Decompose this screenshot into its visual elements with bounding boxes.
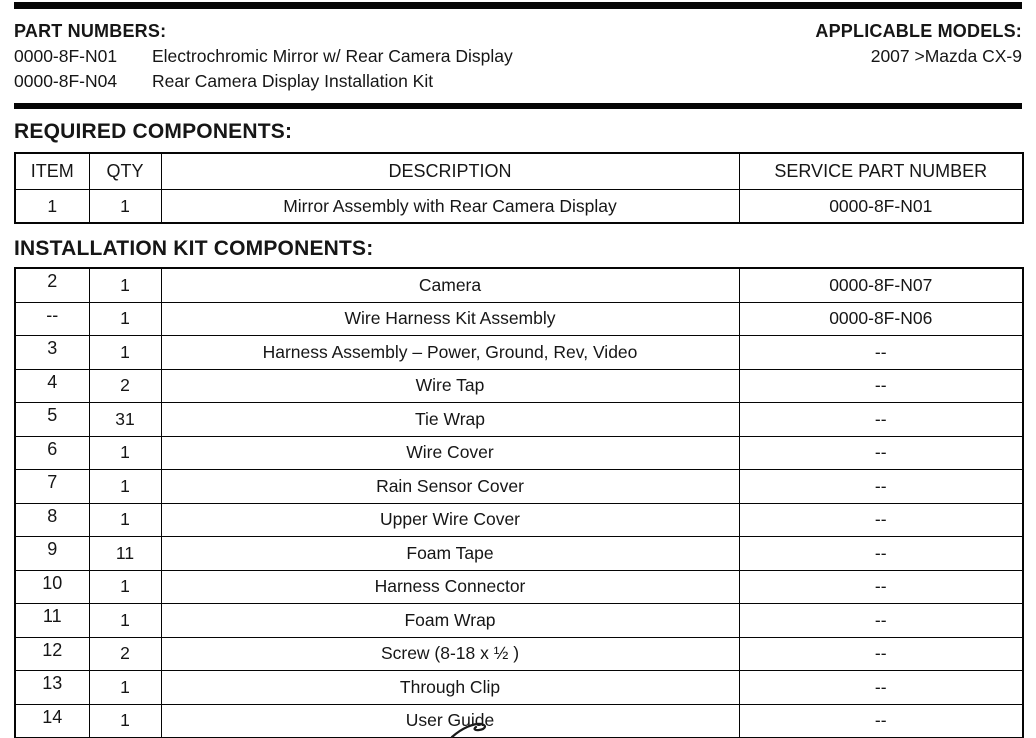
applicable-models-label: APPLICABLE MODELS: (815, 21, 1022, 41)
table-cell: 11 (89, 537, 161, 571)
part-number-description: Electrochromic Mirror w/ Rear Camera Display (152, 46, 513, 66)
part-number-line (14, 44, 513, 69)
table-cell: Foam Tape (161, 537, 739, 571)
table-cell: 10 (15, 570, 89, 604)
table-cell: Upper Wire Cover (161, 503, 739, 537)
table-cell: 0000-8F-N06 (739, 302, 1023, 336)
table-row (15, 671, 1023, 705)
table-cell: 8 (15, 503, 89, 537)
table-cell: -- (739, 604, 1023, 638)
table-cell: Mirror Assembly with Rear Camera Display (161, 190, 739, 224)
table-cell: 1 (89, 503, 161, 537)
table-cell: -- (739, 671, 1023, 705)
table-cell: 1 (89, 604, 161, 638)
table-cell: User Guide (161, 704, 739, 738)
table-cell: -- (739, 570, 1023, 604)
table-cell: -- (739, 503, 1023, 537)
table-cell: 31 (89, 403, 161, 437)
table-row (15, 503, 1023, 537)
table-cell: Harness Connector (161, 570, 739, 604)
installation-kit-table (14, 267, 1024, 738)
table-cell: 11 (15, 604, 89, 638)
table-cell: -- (739, 537, 1023, 571)
table-cell: 1 (15, 190, 89, 224)
table-cell: 1 (89, 570, 161, 604)
table-cell: -- (739, 470, 1023, 504)
part-numbers-label: PART NUMBERS: (14, 21, 167, 41)
column-header-description: DESCRIPTION (161, 153, 739, 190)
table-cell: 2 (89, 637, 161, 671)
table-cell: -- (739, 436, 1023, 470)
handwritten-squiggle-mark (450, 722, 500, 738)
column-header-qty: QTY (89, 153, 161, 190)
installation-kit-heading: INSTALLATION KIT COMPONENTS: (14, 237, 374, 260)
table-cell: Wire Cover (161, 436, 739, 470)
table-row (15, 704, 1023, 738)
table-row (15, 570, 1023, 604)
table-cell: Through Clip (161, 671, 739, 705)
table-row (15, 403, 1023, 437)
table-cell: 0000-8F-N01 (739, 190, 1023, 224)
table-row (15, 537, 1023, 571)
table-cell: 13 (15, 671, 89, 705)
required-components-heading: REQUIRED COMPONENTS: (14, 120, 293, 143)
top-rule (14, 2, 1022, 9)
table-cell: 1 (89, 436, 161, 470)
table-cell: 3 (15, 336, 89, 370)
table-cell: -- (15, 302, 89, 336)
table-cell: 6 (15, 436, 89, 470)
table-cell: 2 (15, 268, 89, 302)
part-number-description: Rear Camera Display Installation Kit (152, 71, 434, 91)
table-cell: -- (739, 336, 1023, 370)
table-row (15, 302, 1023, 336)
table-cell: Foam Wrap (161, 604, 739, 638)
applicable-models-value: 2007 >Mazda CX-9 (870, 46, 1022, 66)
table-cell: 14 (15, 704, 89, 738)
table-cell: 1 (89, 302, 161, 336)
table-cell: 1 (89, 190, 161, 224)
table-cell: 2 (89, 369, 161, 403)
header-divider-rule (14, 103, 1022, 109)
table-row (15, 436, 1023, 470)
table-cell: Harness Assembly – Power, Ground, Rev, Video (161, 336, 739, 370)
table-cell: Wire Tap (161, 369, 739, 403)
table-cell: -- (739, 369, 1023, 403)
table-header-row (15, 153, 1023, 190)
table-cell: 9 (15, 537, 89, 571)
table-cell: 1 (89, 704, 161, 738)
column-header-service-part-number: SERVICE PART NUMBER (739, 153, 1023, 190)
required-components-table (14, 152, 1024, 224)
table-cell: -- (739, 704, 1023, 738)
table-cell: Screw (8-18 x ½ ) (161, 637, 739, 671)
table-cell: 1 (89, 268, 161, 302)
table-row (15, 190, 1023, 224)
part-numbers-block (14, 19, 513, 94)
table-cell: 1 (89, 470, 161, 504)
document-header (14, 19, 1022, 94)
table-cell: Tie Wrap (161, 403, 739, 437)
table-row (15, 637, 1023, 671)
table-cell: Rain Sensor Cover (161, 470, 739, 504)
table-cell: 12 (15, 637, 89, 671)
column-header-item: ITEM (15, 153, 89, 190)
table-cell: Camera (161, 268, 739, 302)
part-number-line (14, 69, 513, 94)
part-number-code: 0000-8F-N01 (14, 46, 118, 66)
table-cell: -- (739, 637, 1023, 671)
table-cell: -- (739, 403, 1023, 437)
table-row (15, 604, 1023, 638)
table-cell: 1 (89, 336, 161, 370)
table-row (15, 268, 1023, 302)
part-number-code: 0000-8F-N04 (14, 71, 118, 91)
table-cell: 7 (15, 470, 89, 504)
table-cell: 4 (15, 369, 89, 403)
table-cell: 5 (15, 403, 89, 437)
table-cell: 0000-8F-N07 (739, 268, 1023, 302)
table-row (15, 470, 1023, 504)
table-cell: Wire Harness Kit Assembly (161, 302, 739, 336)
applicable-models-block (815, 19, 1022, 69)
table-cell: 1 (89, 671, 161, 705)
table-row (15, 369, 1023, 403)
table-row (15, 336, 1023, 370)
